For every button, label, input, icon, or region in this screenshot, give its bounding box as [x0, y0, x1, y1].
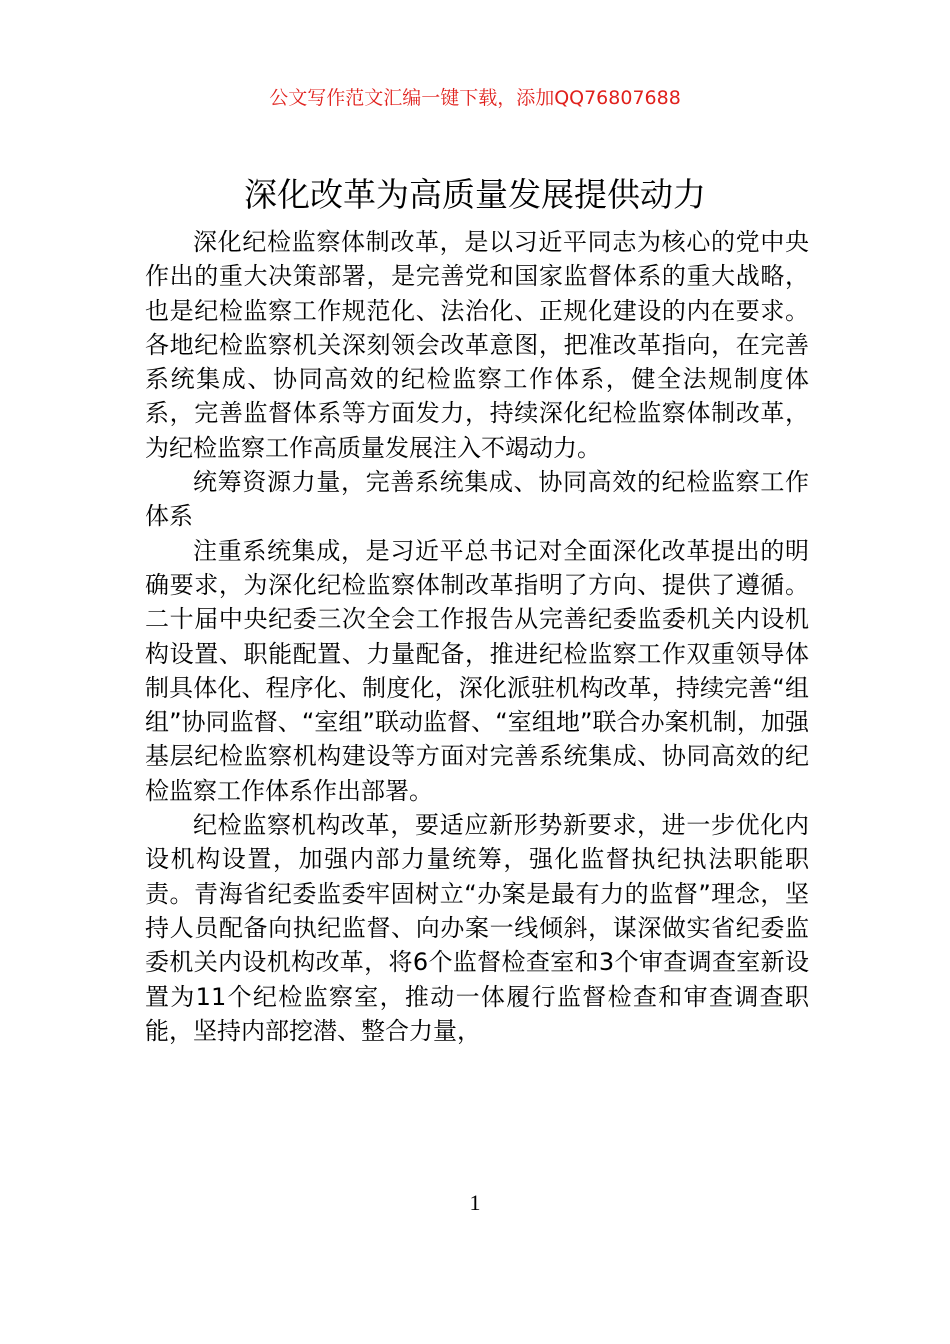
paragraph-institutional-reform: 纪检监察机构改革，要适应新形势新要求，进一步优化内设机构设置，加强内部力量统筹，强化监督执纪执法职能职责。青海省纪委监委牢固树立“办案是最有力的监督”理念，坚持人员配备向执纪监督、向办案一线倾斜，谋深做实省纪委监委机关内设机构改革，将6个监督检查室和3个审查调查室新设置为11个纪检监察室，推动一体履行监督检查和审查调查职能，坚持内部挖潜、整合力量，: [145, 811, 809, 1045]
page-number: 1: [469, 1190, 481, 1215]
paragraph-intro: 深化纪检监察体制改革，是以习近平同志为核心的党中央作出的重大决策部署，是完善党和国家监督体系的重大战略，也是纪检监察工作规范化、法治化、正规化建设的内在要求。各地纪检监察机关深刻领会改革意图，把准改革指向，在完善系统集成、协同高效的纪检监察工作体系，健全法规制度体系，完善监督体系等方面发力，持续深化纪检监察体制改革，为纪检监察工作高质量发展注入不竭动力。: [145, 228, 809, 462]
document-body: [145, 225, 809, 1048]
download-banner: 公文写作范文汇编一键下载，添加QQ76807688: [269, 87, 681, 109]
document-title: 深化改革为高质量发展提供动力: [244, 175, 706, 214]
section-heading: 统筹资源力量，完善系统集成、协同高效的纪检监察工作体系: [145, 468, 809, 531]
paragraph-system-integration: 注重系统集成，是习近平总书记对全面深化改革提出的明确要求，为深化纪检监察体制改革指明了方向、提供了遵循。二十届中央纪委三次全会工作报告从完善纪委监委机关内设机构设置、职能配置、力量配备，推进纪检监察工作双重领导体制具体化、程序化、制度化，深化派驻机构改革，持续完善“组组”协同监督、“室组”联动监督、“室组地”联合办案机制，加强基层纪检监察机构建设等方面对完善系统集成、协同高效的纪检监察工作体系作出部署。: [145, 536, 809, 805]
